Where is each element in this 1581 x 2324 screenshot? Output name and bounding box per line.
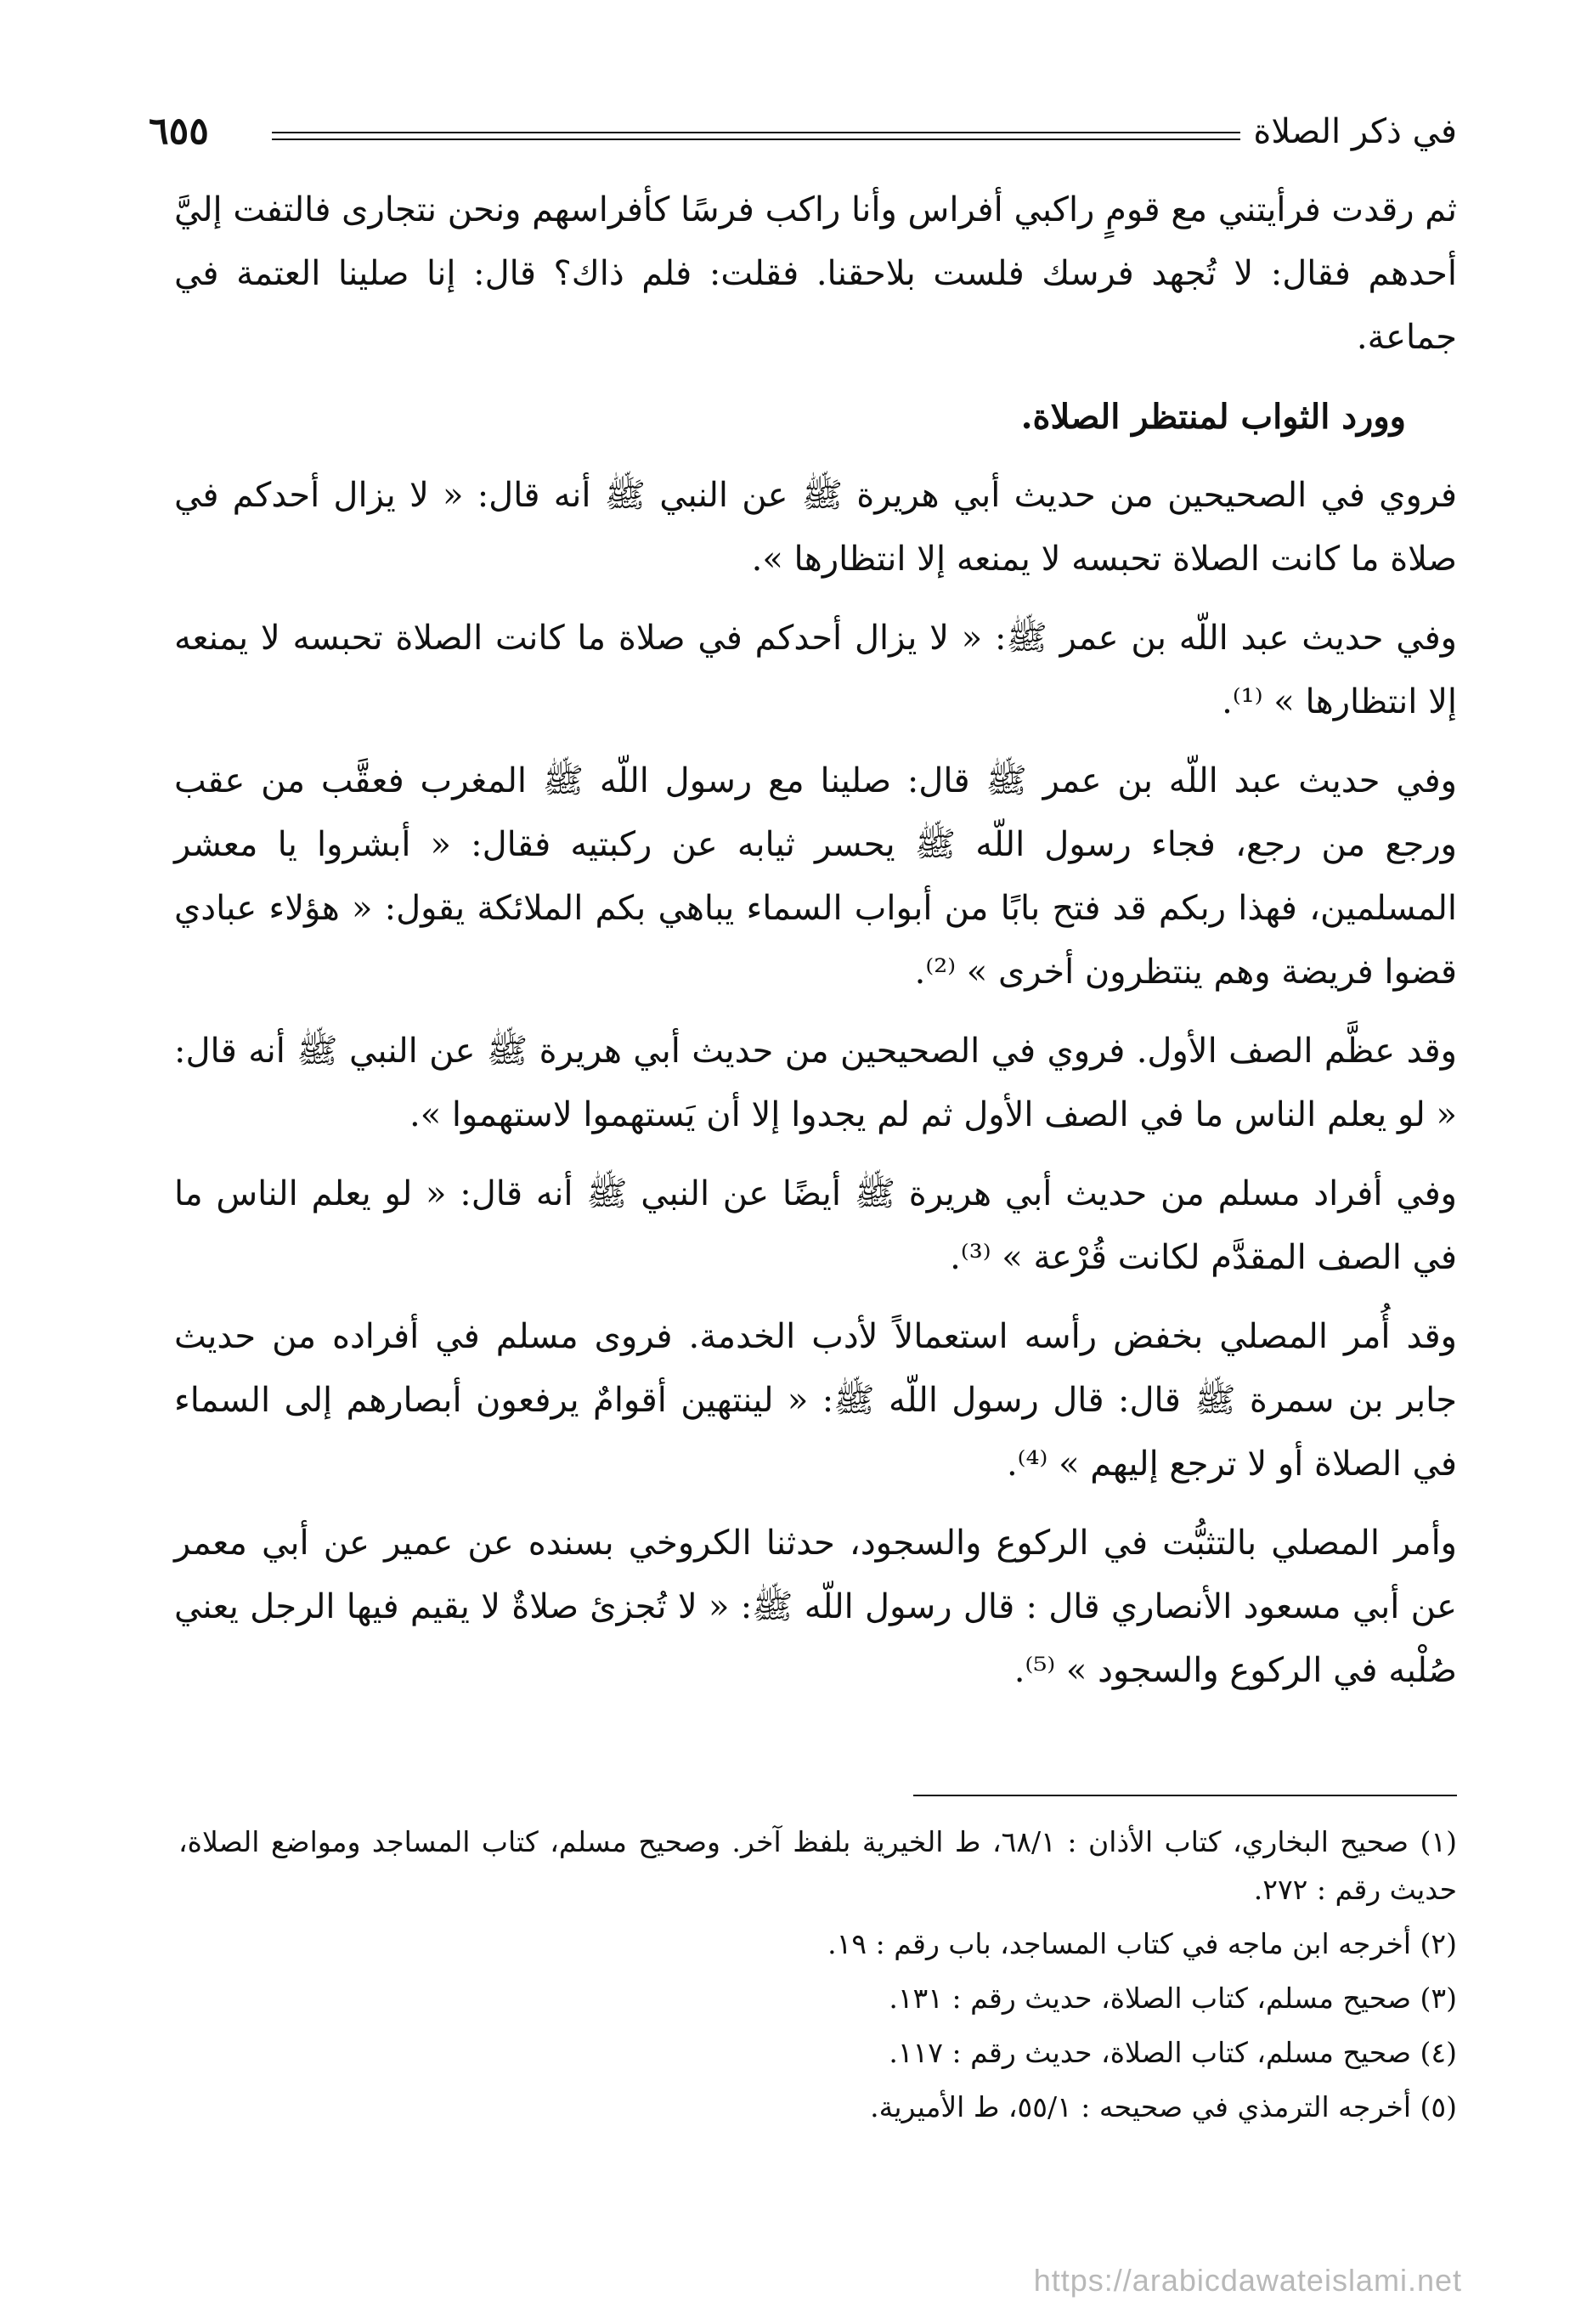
paragraph: وفي حديث عبد اللّه بن عمر ﷺ: « لا يزال أحدكم في صلاة ما كانت الصلاة تحبسه لا يمنعه إلا انتظارها » ⁽¹⁾. [174,619,1458,721]
paragraph: وقد أُمر المصلي بخفض رأسه استعمالاً لأدب الخدمة. فروى مسلم في أفراده من حديث جابر بن سمرة ﷺ قال: قال رسول اللّه ﷺ: « لينتهين أقوامٌ يرفعون أبصارهم إلى السماء في الصلاة أو لا ترجع إليهم » ⁽⁴⁾. [174,1317,1457,1484]
main-text [174,178,1457,1718]
chapter-title: في ذكر الصلاة [1253,112,1457,151]
header-rule-double [272,139,1240,140]
running-header [149,106,1457,166]
footnote-separator [913,1795,1457,1796]
paragraph: ثم رقدت فرأيتني مع قومٍ راكبي أفراس وأنا راكب فرسًا كأفراسهم ونحن نتجارى فالتفت إليَّ أحدهم فقال: لا تُجهد فرسك فلست بلاحقنا. فقلت: فلم ذاك؟ قال: إنا صلينا العتمة في جماعة. [174,190,1457,357]
footnotes [178,1818,1457,2138]
footnote: (٥) أخرجه الترمذي في صحيحه : ٥٥/١، ط الأميرية. [870,2090,1457,2123]
page-number: ٦٥٥ [149,110,209,153]
paragraph: وفي أفراد مسلم من حديث أبي هريرة ﷺ أيضًا عن النبي ﷺ أنه قال: « لو يعلم الناس ما في الصف المقدَّم لكانت قُرْعة » ⁽³⁾. [174,1174,1458,1277]
footnote: (٣) صحيح مسلم، كتاب الصلاة، حديث رقم : ١٣١. [889,1982,1457,2015]
paragraph: وفي حديث عبد اللّه بن عمر ﷺ قال: صلينا مع رسول اللّه ﷺ المغرب فعقَّب من عقب ورجع من رجع، فجاء رسول اللّه ﷺ يحسر ثيابه عن ركبتيه فقال: « أبشروا يا معشر المسلمين، فهذا ربكم قد فتح بابًا من أبواب السماء يباهي بكم الملائكة يقول: « هؤلاء عبادي قضوا فريضة وهم ينتظرون أخرى » ⁽²⁾. [174,761,1457,992]
section-heading: وورد الثواب لمنتظر الصلاة. [1020,397,1406,437]
paragraph: وأمر المصلي بالتثبُّت في الركوع والسجود، حدثنا الكروخي بسنده عن عمير عن أبي معمر عن أبي مسعود الأنصاري قال : قال رسول اللّه ﷺ: « لا تُجزئ صلاةٌ لا يقيم فيها الرجل يعني صُلْبه في الركوع والسجود » ⁽⁵⁾. [174,1524,1457,1690]
header-rule [272,132,1240,133]
paragraph: وقد عظَّم الصف الأول. فروي في الصحيحين من حديث أبي هريرة ﷺ عن النبي ﷺ أنه قال: « لو يعلم الناس ما في الصف الأول ثم لم يجدوا إلا أن يَستهموا لاستهموا ». [174,1032,1457,1134]
footnote: (٤) صحيح مسلم، كتاب الصلاة، حديث رقم : ١١٧. [889,2036,1457,2069]
footnote: (٢) أخرجه ابن ماجه في كتاب المساجد، باب رقم : ١٩. [827,1927,1457,1960]
paragraph: فروي في الصحيحين من حديث أبي هريرة ﷺ عن النبي ﷺ أنه قال: « لا يزال أحدكم في صلاة ما كانت الصلاة تحبسه لا يمنعه إلا انتظارها ». [174,476,1457,579]
watermark-url: https://arabicdawateislami.net [1033,2263,1462,2298]
footnote: (١) صحيح البخاري، كتاب الأذان : ٦٨/١، ط الخيرية بلفظ آخر. وصحيح مسلم، كتاب المساجد ومواضع الصلاة، حديث رقم : ٢٧٢. [178,1825,1457,1906]
